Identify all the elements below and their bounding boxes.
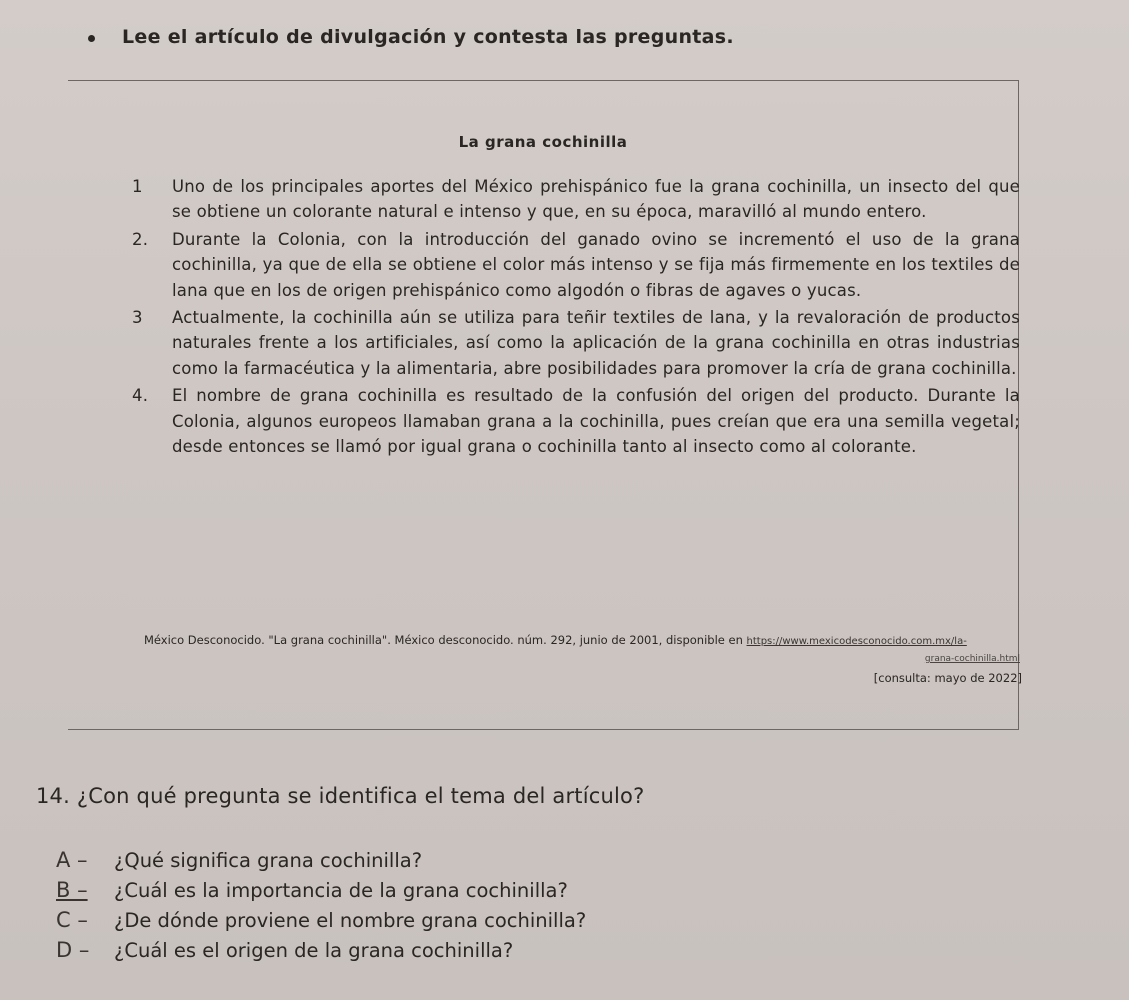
paragraph-number: 1 [132,177,143,196]
instruction-text: Lee el artículo de divulgación y contesta las preguntas. [122,26,734,48]
option-letter: D – [56,938,90,962]
article-paragraphs [132,174,1020,459]
option-d[interactable] [56,935,1056,965]
bullet-icon [88,35,95,42]
question-14 [36,784,1036,808]
option-text: ¿Cuál es la importancia de la grana cochinilla? [114,879,568,902]
answer-options [56,845,1056,965]
article-box [68,80,1022,730]
option-a[interactable] [56,845,1056,875]
citation-url[interactable]: https://www.mexicodesconocido.com.mx/la- [746,636,967,647]
option-b[interactable] [56,875,1056,905]
citation-url-continued[interactable]: grana-cochinilla.html [924,654,1020,664]
citation-text: México Desconocido. "La grana cochinilla". México desconocido. núm. 292, junio de 2001, disponible en [144,633,743,647]
paragraph-text: El nombre de grana cochinilla es resultado de la confusión del origen del producto. Durante la Colonia, algunos europeos llamaban grana a la cochinilla, pues creían que era una semilla vegetal; desde entonces se llamó por igual grana o cochinilla tanto al insecto como al colorante. [172,386,1020,457]
option-c[interactable] [56,905,1056,935]
paragraph-text: Actualmente, la cochinilla aún se utiliza para teñir textiles de lana, y la revaloración de productos naturales frente a los artificiales, así como la aplicación de la grana cochinilla en otras industrias como la farmacéutica y la alimentaria, abre posibilidades para promover la cría de grana cochinilla. [172,308,1020,378]
paragraph-3 [132,305,1020,381]
citation [144,629,1024,685]
option-text: ¿De dónde proviene el nombre grana cochinilla? [114,909,587,932]
citation-consulted: [consulta: mayo de 2022] [873,671,1022,685]
paragraph-number: 4. [132,386,149,406]
paragraph-text: Uno de los principales aportes del México prehispánico fue la grana cochinilla, un insecto del que se obtiene un colorante natural e intenso y que, en su época, maravilló al mundo entero. [172,177,1020,222]
question-text: ¿Con qué pregunta se identifica el tema del artículo? [76,784,645,808]
option-text: ¿Cuál es el origen de la grana cochinilla? [114,939,514,962]
article-title: La grana cochinilla [458,133,628,151]
paragraph-4 [132,383,1020,459]
paragraph-number: 2. [132,229,149,249]
option-text: ¿Qué significa grana cochinilla? [114,849,423,872]
paragraph-1 [132,174,1020,225]
paragraph-text: Durante la Colonia, con la introducción del ganado ovino se incrementó el uso de la grana cochinilla, ya que de ella se obtiene el color más intenso y se fija más firmemente en los textiles de lana que en los de origen prehispánico como algodón o fibras de agaves o yucas. [172,229,1020,300]
paragraph-2 [132,227,1020,303]
paragraph-number: 3 [132,308,143,328]
option-letter: B – [56,878,88,902]
option-letter: A – [56,848,88,872]
question-number: 14. [36,784,70,808]
option-letter: C – [56,908,88,932]
